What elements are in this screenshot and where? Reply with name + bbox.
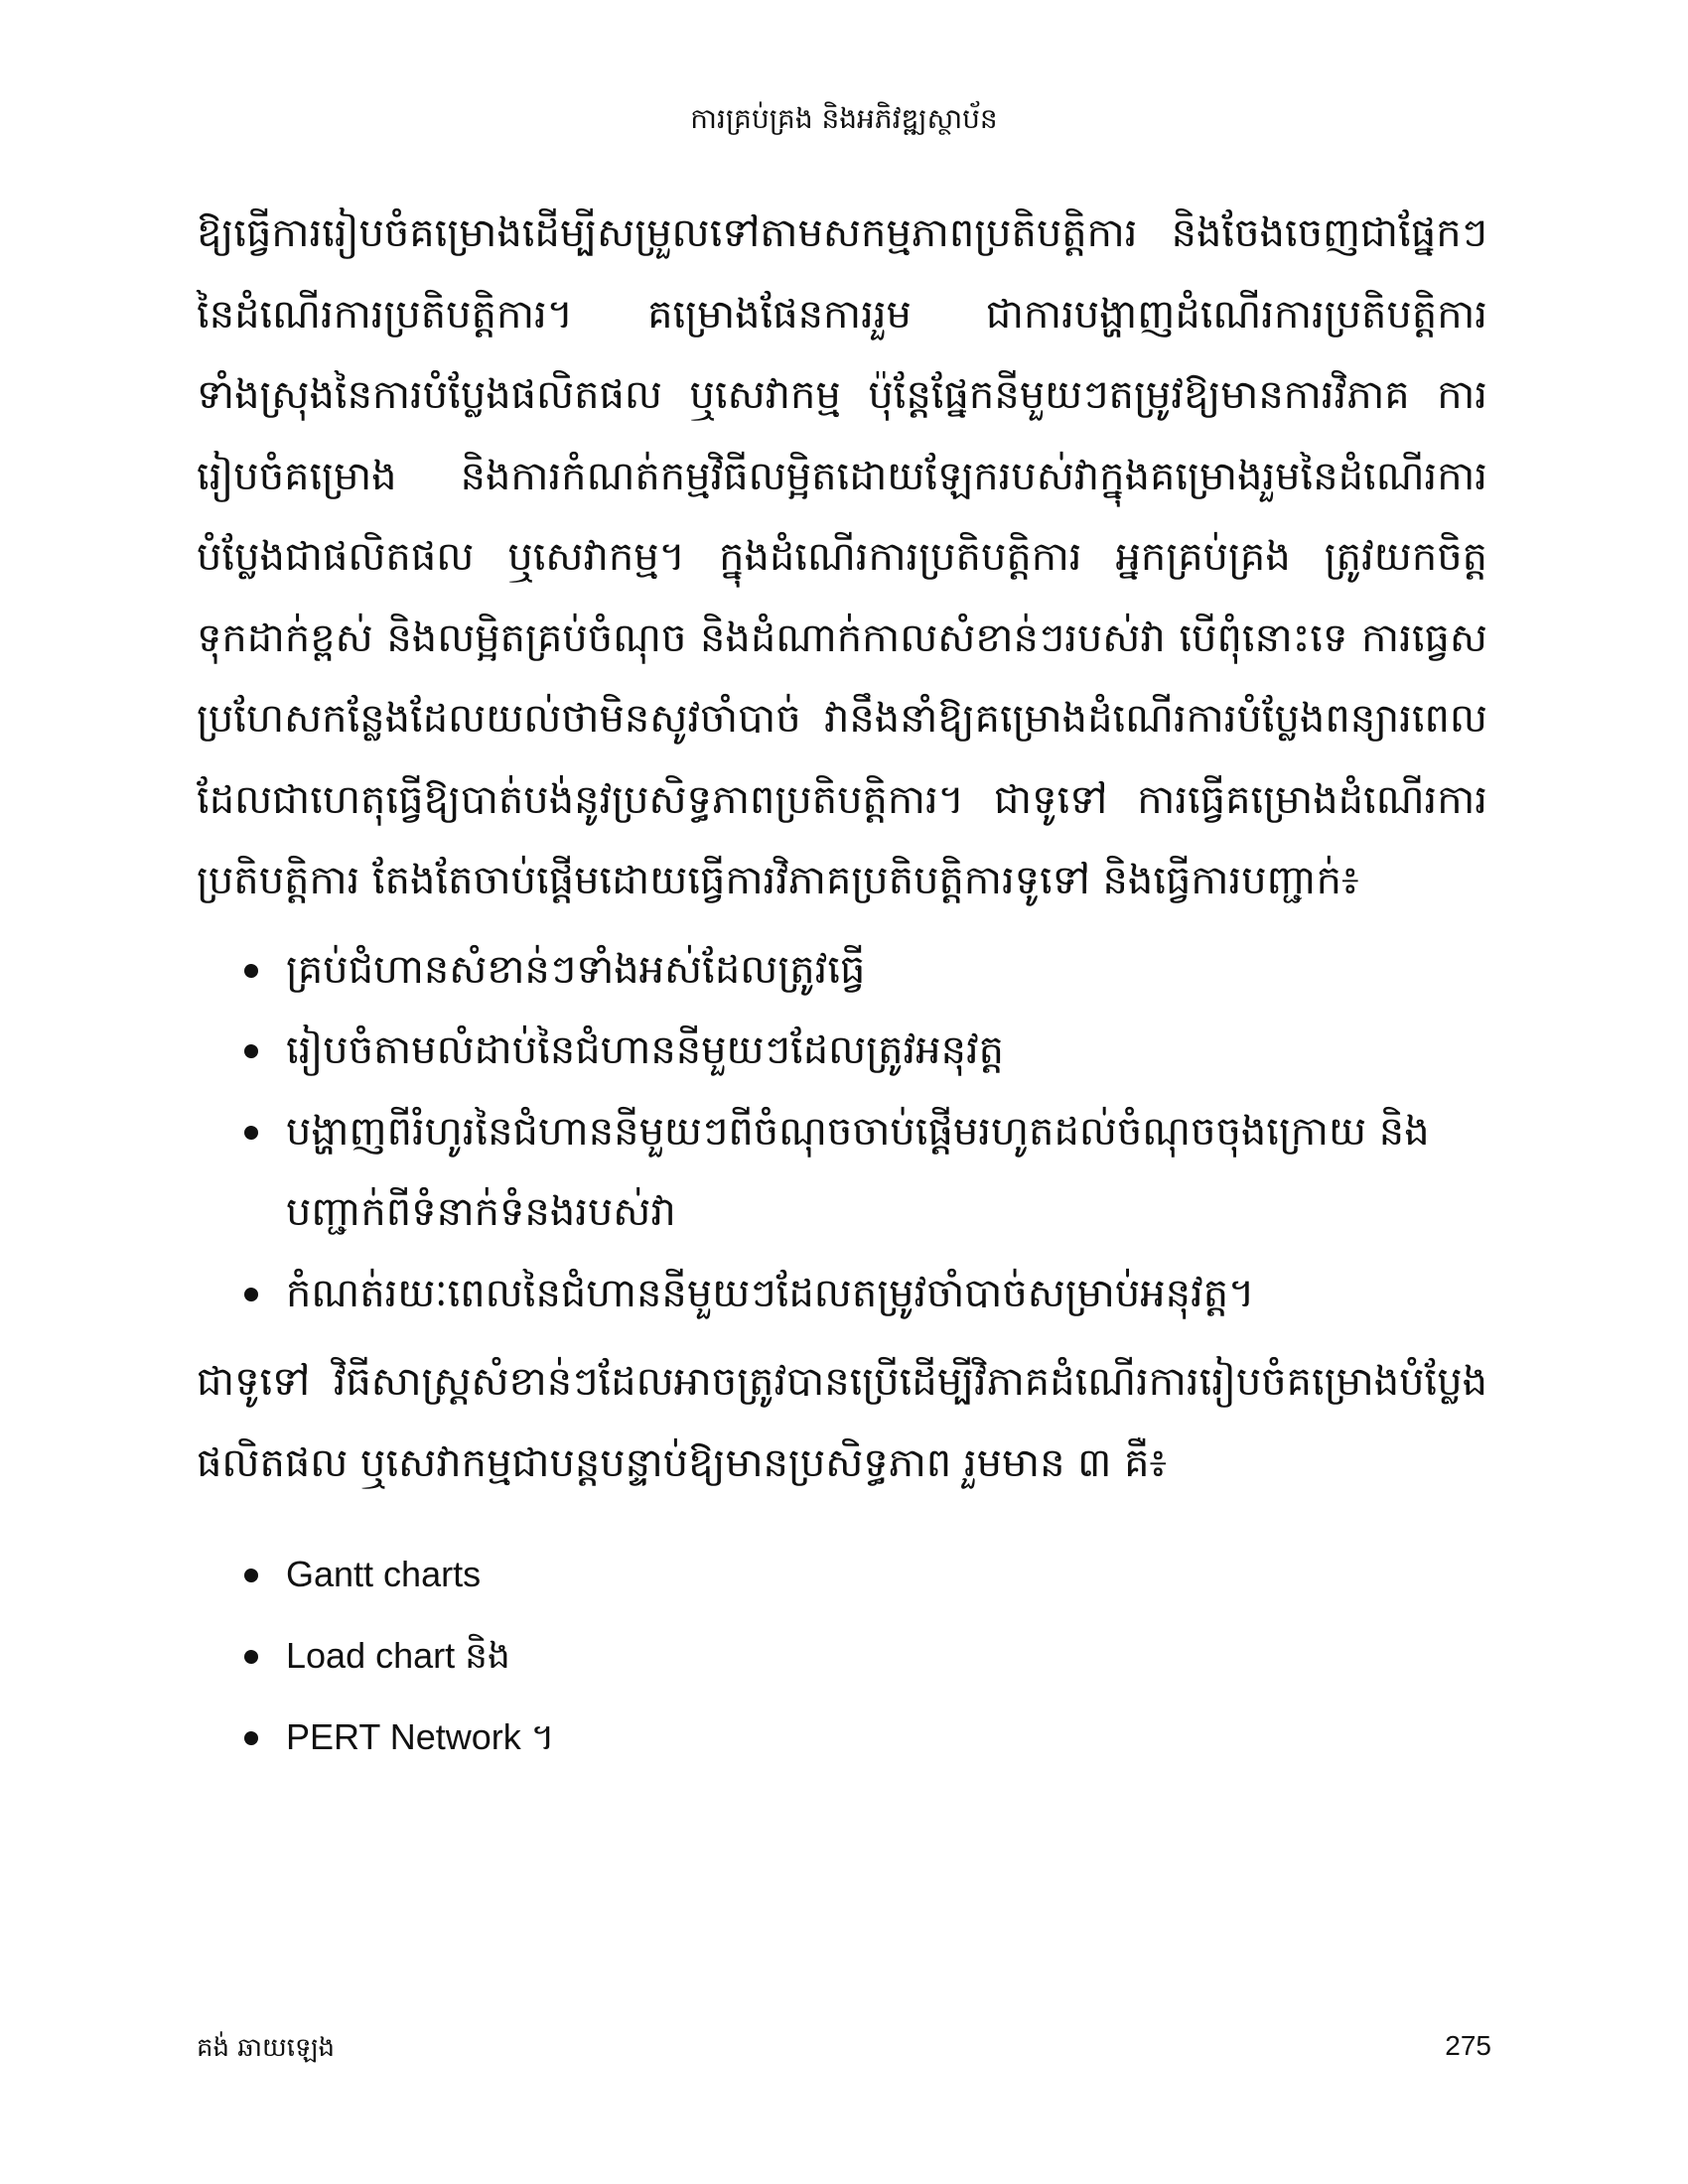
list-item-text: គ្រប់ជំហានសំខាន់ៗទាំងអស់ដែលត្រូវធ្វើ: [286, 946, 866, 993]
list-item-text: កំណត់រយៈពេលនៃជំហាននីមួយៗដែលតម្រូវចាំបាច់សម្រាប់អនុវត្ត។: [286, 1270, 1255, 1316]
page-number: 275: [1445, 2030, 1491, 2061]
body-paragraph-1: ឱ្យធ្វើការរៀបចំគម្រោងដើម្បីសម្រួលទៅតាមសកម្មភាពប្រតិបត្តិការ និងចែងចេញជាផ្នែកៗនៃដំណើរការប្រតិបត្តិការ។ គម្រោងផែនការរួម ជាការបង្ហាញដំណើរការប្រតិបត្តិការទាំងស្រុងនៃការបំប្លែងផលិតផល ឬសេវាកម្ម ប៉ុន្តែផ្នែកនីមួយៗតម្រូវឱ្យមានការវិភាគ ការរៀបចំគម្រោង និងការកំណត់កម្មវិធីលម្អិតដោយឡែករបស់វាក្នុងគម្រោងរួមនៃដំណើរការបំប្លែងជាផលិតផល ឬសេវាកម្ម។ ក្នុងដំណើរការប្រតិបត្តិការ អ្នកគ្រប់គ្រង ត្រូវយកចិត្តទុកដាក់ខ្ពស់ និងលម្អិតគ្រប់ចំណុច និងដំណាក់កាលសំខាន់ៗរបស់វា បើពុំនោះទេ ការធ្វេសប្រហែសកន្លែងដែលយល់ថាមិនសូវចាំបាច់ វានឹងនាំឱ្យគម្រោងដំណើរការបំប្លែងពន្យារពេល ដែលជាហេតុធ្វើឱ្យបាត់បង់នូវប្រសិទ្ធភាពប្រតិបត្តិការ។ ជាទូទៅ ការធ្វើគម្រោងដំណើរការប្រតិបត្តិការ តែងតែចាប់ផ្តើមដោយធ្វើការវិភាគប្រតិបត្តិការទូទៅ និងធ្វើការបញ្ជាក់៖: [197, 210, 1487, 903]
list-item-text: PERT Network ។: [286, 1716, 555, 1757]
bullet-icon: [244, 1569, 258, 1582]
bullet-icon: [244, 1650, 258, 1664]
list-item: [197, 1092, 1487, 1254]
bullet-list-methods: [197, 1534, 1487, 1778]
list-item: [197, 1011, 1487, 1092]
body-paragraph-2: ជាទូទៅ វិធីសាស្ត្រសំខាន់ៗដែលអាចត្រូវបានប្រើដើម្បីវិភាគដំណើរការរៀបចំគម្រោងបំប្លែងផលិតផល ឬសេវាកម្មជាបន្តបន្ទាប់ឱ្យមានប្រសិទ្ធភាព រួមមាន ៣ គឺ៖: [197, 1359, 1487, 1486]
list-item: [197, 1615, 1487, 1697]
bullet-icon: [244, 964, 258, 978]
list-item-text: រៀបចំតាមលំដាប់នៃជំហាននីមួយៗដែលត្រូវអនុវត្ត: [286, 1027, 1005, 1073]
list-item-text: Load chart និង: [286, 1635, 510, 1676]
bullet-icon: [244, 1731, 258, 1745]
running-header: ការគ្រប់គ្រង និងអភិវឌ្ឍស្ថាប័ន: [690, 102, 998, 135]
bullet-icon: [244, 1044, 258, 1058]
list-item-text: បង្ហាញពីរំហូរនៃជំហាននីមួយៗពីចំណុចចាប់ផ្តើមរហូតដល់ចំណុចចុងក្រោយ និងបញ្ជាក់ពីទំនាក់ទំនងរបស់វា: [286, 1108, 1430, 1235]
list-item: [197, 1697, 1487, 1778]
list-item: [197, 930, 1487, 1012]
list-item-text: Gantt charts: [286, 1554, 482, 1594]
list-item: [197, 1254, 1487, 1335]
list-item: [197, 1534, 1487, 1615]
bullet-icon: [244, 1126, 258, 1140]
bullet-icon: [244, 1288, 258, 1301]
main-content: [197, 194, 1487, 1778]
footer-author: គង់ ឆាយឡេង: [197, 2033, 336, 2063]
bullet-list-steps: [197, 930, 1487, 1335]
